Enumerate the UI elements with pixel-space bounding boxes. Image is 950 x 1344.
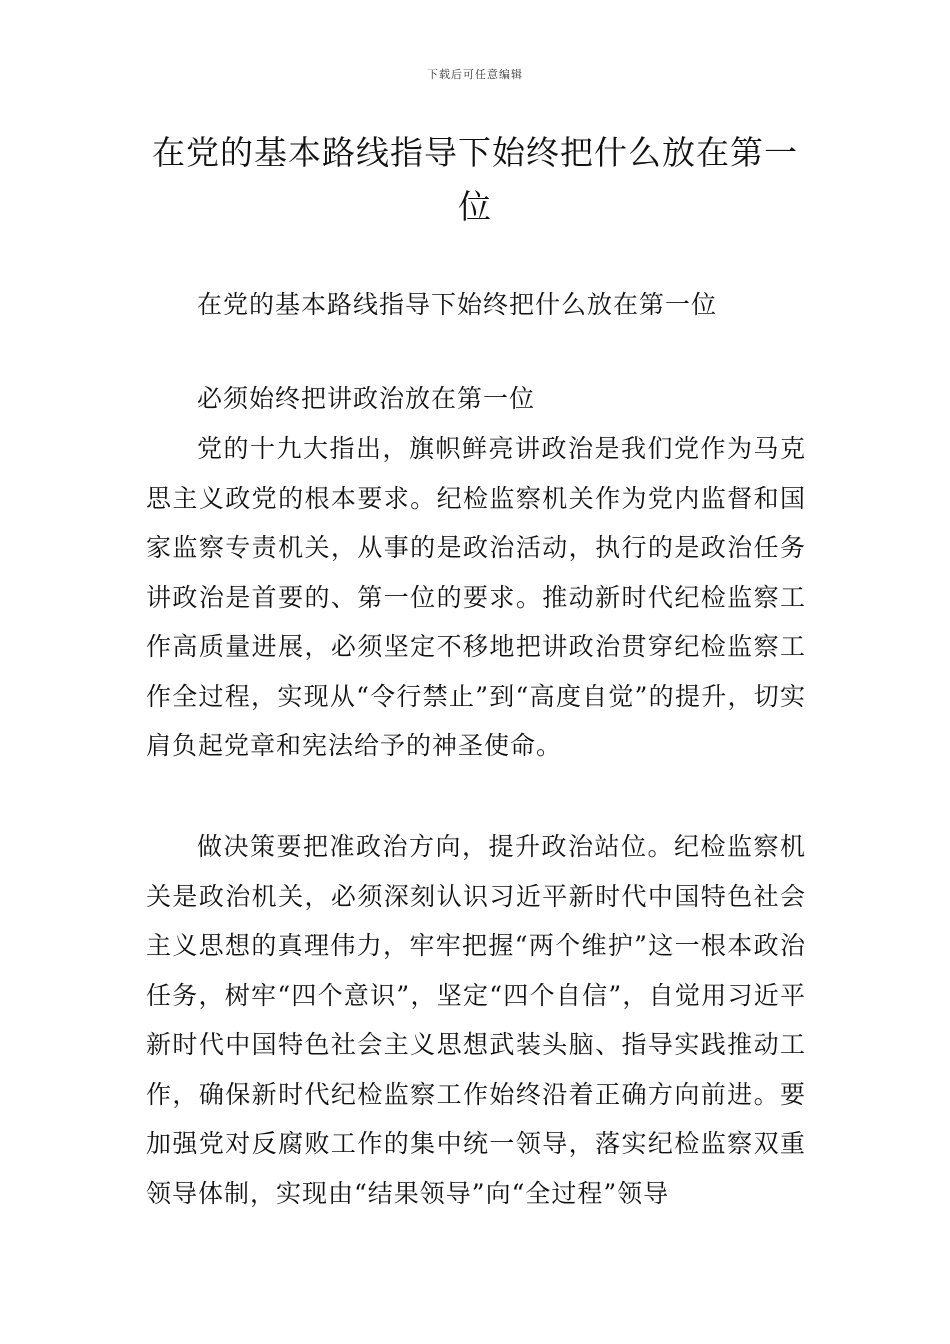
document-title: 在党的基本路线指导下始终把什么放在第一位 <box>152 133 798 226</box>
header-note: 下载后可任意编辑 <box>427 68 523 81</box>
paragraph-2: 做决策要把准政治方向，提升政治站位。纪检监察机关是政治机关，必须深刻认识习近平新时代中国特色社会主义思想的真理伟力，牢牢把握“两个维护”这一根本政治任务，树牢“四个意识”，坚定“四个自信”，自觉用习近平新时代中国特色社会主义思想武装头脑、指导实践推动工作，确保新时代纪检监察工作始终沿着正确方向前进。要加强党对反腐败工作的集中统一领导，落实纪检监察双重领导体制，实现由“结果领导”向“全过程”领导 <box>146 832 806 1208</box>
section-heading: 必须始终把讲政治放在第一位 <box>197 384 536 413</box>
subtitle: 在党的基本路线指导下始终把什么放在第一位 <box>197 290 718 319</box>
paragraph-1: 党的十九大指出，旗帜鲜亮讲政治是我们党作为马克思主义政党的根本要求。纪检监察机关作为党内监督和国家监察专责机关，从事的是政治活动，执行的是政治任务讲政治是首要的、第一位的要求。推动新时代纪检监察工作高质量进展，必须坚定不移地把讲政治贯穿纪检监察工作全过程，实现从“令行禁止”到“高度自觉”的提升，切实肩负起党章和宪法给予的神圣使命。 <box>146 434 806 760</box>
